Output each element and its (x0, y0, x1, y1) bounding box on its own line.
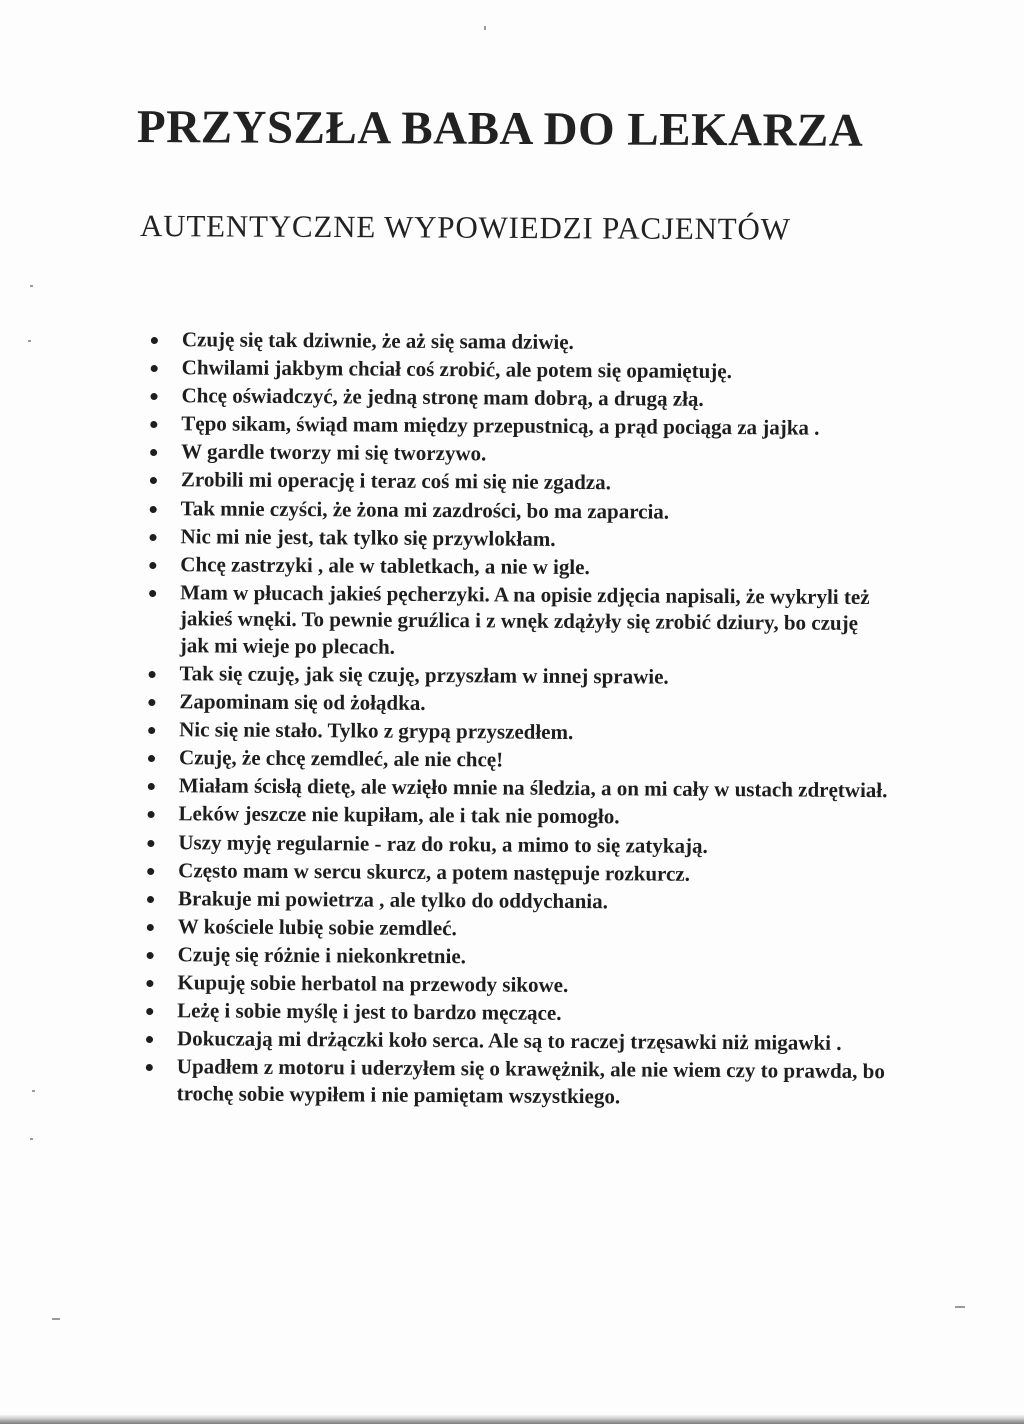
bullet-icon (148, 699, 155, 706)
scan-speck (32, 1090, 35, 1092)
list-item (148, 326, 893, 358)
bullet-icon (151, 365, 158, 372)
page-subtitle: AUTENTYCZNE WYPOWIEDZI PACJENTÓW (139, 208, 791, 247)
bullet-icon (147, 840, 154, 847)
list-item (143, 1053, 888, 1111)
list-item-text: Czuję się różnie i niekonkretnie. (177, 942, 467, 969)
list-item (148, 354, 893, 386)
list-item-text: Uszy myję regularnie - raz do roku, a mimo to się zatykają. (178, 829, 708, 858)
list-item-text: Tępo sikam, świąd mam między przepustnicą, a prąd pociąga za jajka . (181, 411, 820, 440)
list-item (146, 579, 892, 664)
list-item-text: W gardle tworzy mi się tworzywo. (181, 439, 487, 466)
bullet-icon (146, 980, 153, 987)
list-item-text: Upadłem z motoru i uderzyłem się o krawężnik, ale nie wiem czy to prawda, bo trochę sobie wypiłem i nie pamiętam wszystkiego. (176, 1054, 885, 1109)
bullet-icon (148, 727, 155, 734)
list-item-text: Dokuczają mi drżączki koło serca. Ale są to raczej trzęsawki niż migawki . (176, 1026, 842, 1056)
list-item-text: Czuję się tak dziwnie, że aż się sama dziwię. (181, 327, 574, 354)
scan-bottom-edge (0, 1414, 1024, 1424)
bullet-icon (150, 534, 157, 541)
bullet-icon (148, 755, 155, 762)
list-item-text: W kościele lubię sobie zemdleć. (177, 914, 457, 940)
list-item (144, 828, 889, 860)
list-item-text: Zapominam się od żołądka. (179, 689, 426, 715)
list-item (147, 410, 892, 442)
scan-speck (52, 1318, 60, 1320)
bullet-icon (146, 1008, 153, 1015)
list-item-text: Tak się czuję, jak się czuję, przyszłam w innej sprawie. (179, 661, 669, 689)
list-item-text: Tak mnie czyści, że żona mi zazdrości, bo ma zaparcia. (180, 495, 670, 524)
list-item (145, 744, 890, 776)
bullet-icon (150, 506, 157, 513)
list-item (143, 1025, 888, 1057)
bullet-icon (149, 562, 156, 569)
scan-speck (28, 340, 31, 342)
list-item (145, 688, 890, 720)
bullet-icon (147, 952, 154, 959)
list-item-text: Miałam ścisłą dietę, ale wzięło mnie na śledzia, a on mi cały w ustach zdrętwiał. (178, 773, 888, 803)
list-item (145, 660, 890, 692)
list-item (145, 772, 890, 804)
bullet-icon (150, 449, 157, 456)
list-item-text: Czuję, że chcę zemdleć, ale nie chcę! (178, 745, 504, 772)
list-item-text: Leżę i sobie myślę i jest to bardzo męczące. (177, 998, 562, 1025)
list-item (147, 438, 892, 470)
list-item-text: Leków jeszcze nie kupiłam, ale i tak nie pomogło. (178, 801, 620, 829)
list-item-text: Chcę zastrzyki , ale w tabletkach, a nie w igle. (180, 551, 590, 579)
scan-speck (955, 1306, 965, 1308)
bullet-icon (150, 393, 157, 400)
list-item-text: Brakuje mi powietrza , ale tylko do oddychania. (177, 885, 609, 913)
scan-speck (30, 285, 33, 287)
list-item (144, 885, 889, 917)
list-item (143, 969, 888, 1001)
list-item (147, 466, 892, 498)
list-item-text: Chwilami jakbym chciał coś zrobić, ale potem się opamiętuję. (181, 355, 733, 384)
bullet-icon (150, 477, 157, 484)
bullet-icon (148, 783, 155, 790)
list-item (146, 551, 891, 583)
list-item (145, 716, 890, 748)
list-item-text: Kupuję sobie herbatol na przewody sikowe. (177, 970, 569, 997)
bullet-icon (148, 811, 155, 818)
list-item (146, 523, 891, 555)
list-item (144, 913, 889, 945)
list-item (144, 941, 889, 973)
scan-speck (30, 1138, 33, 1140)
bullet-icon (150, 421, 157, 428)
bullet-icon (146, 1064, 153, 1071)
bullet-icon (147, 868, 154, 875)
list-item-text: Mam w płucach jakieś pęcherzyki. A na opisie zdjęcia napisali, że wykryli też jakieś wnęki. To pewnie gruźlica i z wnęk zdążyły się zrobić dziury, bo czuję jak mi wieje po plecach. (179, 580, 870, 659)
bullet-icon (149, 590, 156, 597)
bullet-icon (151, 337, 158, 344)
quote-list (143, 326, 893, 1113)
bullet-icon (146, 1036, 153, 1043)
page-title: PRZYSZŁA BABA DO LEKARZA (136, 101, 864, 157)
list-item (145, 800, 890, 832)
bullet-icon (147, 896, 154, 903)
list-item (147, 382, 892, 414)
list-item-text: Nic mi nie jest, tak tylko się przywlokłam. (180, 523, 556, 551)
list-item (143, 997, 888, 1029)
bullet-icon (147, 924, 154, 931)
list-item-text: Często mam w sercu skurcz, a potem następuje rozkurcz. (178, 857, 690, 886)
bullet-icon (149, 671, 156, 678)
list-item (147, 495, 892, 527)
list-item-text: Zrobili mi operację i teraz coś mi się nie zgadza. (180, 467, 612, 495)
list-item-text: Chcę oświadczyć, że jedną stronę mam dobrą, a drugą złą. (181, 383, 704, 412)
list-item (144, 857, 889, 889)
scan-speck (484, 26, 486, 30)
list-item-text: Nic się nie stało. Tylko z grypą przyszedłem. (179, 717, 574, 745)
